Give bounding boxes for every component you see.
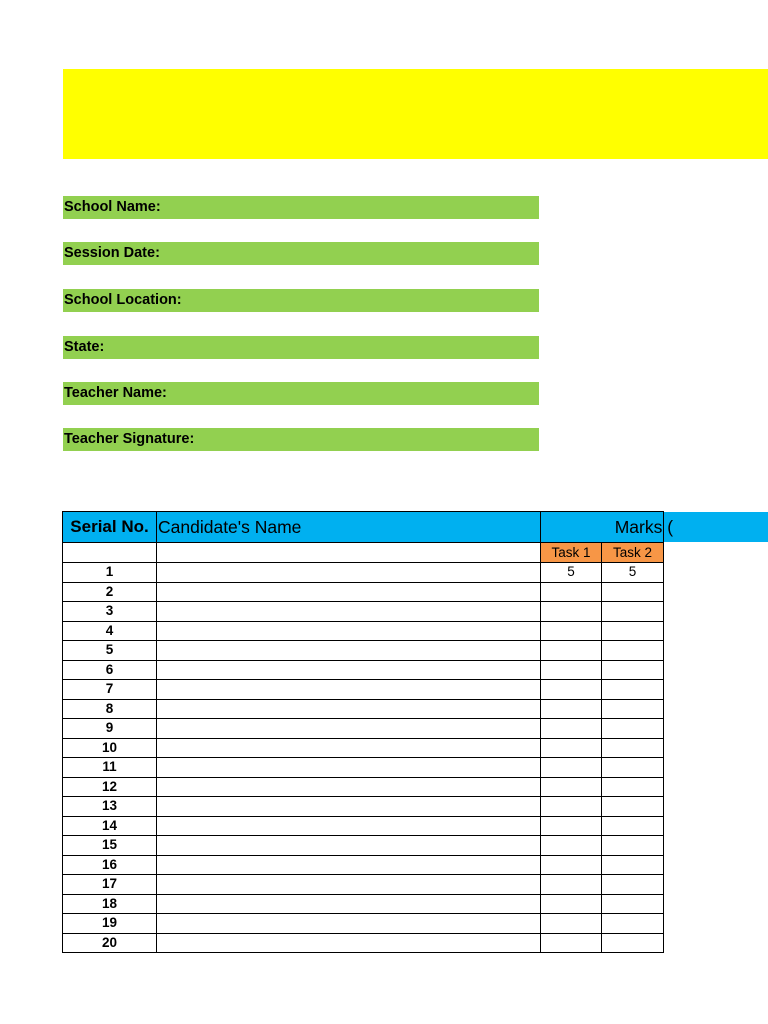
table-row	[63, 680, 664, 700]
title-banner[interactable]	[63, 69, 768, 159]
serial-cell[interactable]: 15	[63, 836, 157, 856]
task2-cell[interactable]: 5	[602, 563, 664, 583]
candidate-name-cell[interactable]	[157, 836, 541, 856]
serial-cell[interactable]: 1	[63, 563, 157, 583]
serial-cell[interactable]: 10	[63, 738, 157, 758]
serial-subheader-cell[interactable]	[63, 543, 157, 563]
table-row	[63, 816, 664, 836]
table-row	[63, 758, 664, 778]
serial-cell[interactable]: 20	[63, 933, 157, 953]
info-field[interactable]: School Location:	[63, 289, 539, 312]
task2-cell[interactable]	[602, 777, 664, 797]
task2-cell[interactable]	[602, 582, 664, 602]
table-row	[63, 914, 664, 934]
candidate-name-cell[interactable]	[157, 933, 541, 953]
marks-header[interactable]	[541, 512, 674, 543]
serial-cell[interactable]: 5	[63, 641, 157, 661]
table-row	[63, 621, 664, 641]
table-row	[63, 797, 664, 817]
table-row	[63, 563, 664, 583]
candidate-name-cell[interactable]	[157, 816, 541, 836]
serial-cell[interactable]: 3	[63, 602, 157, 622]
candidate-name-cell[interactable]	[157, 699, 541, 719]
table-row	[63, 836, 664, 856]
task2-cell[interactable]	[602, 621, 664, 641]
task2-cell[interactable]	[602, 758, 664, 778]
serial-cell[interactable]: 11	[63, 758, 157, 778]
candidate-name-cell[interactable]	[157, 660, 541, 680]
table-row	[63, 660, 664, 680]
task2-cell[interactable]	[602, 660, 664, 680]
table-row	[63, 582, 664, 602]
table-row	[63, 719, 664, 739]
task1-header[interactable]: Task 1	[541, 543, 602, 563]
task1-cell[interactable]	[541, 699, 602, 719]
task1-cell[interactable]	[541, 621, 602, 641]
task1-cell[interactable]	[541, 894, 602, 914]
task1-cell[interactable]	[541, 680, 602, 700]
task2-cell[interactable]	[602, 894, 664, 914]
candidate-name-cell[interactable]	[157, 563, 541, 583]
info-field[interactable]: Teacher Name:	[63, 382, 539, 405]
task1-cell[interactable]	[541, 719, 602, 739]
serial-cell[interactable]: 17	[63, 875, 157, 895]
task2-cell[interactable]	[602, 602, 664, 622]
serial-cell[interactable]: 8	[63, 699, 157, 719]
serial-cell[interactable]: 18	[63, 894, 157, 914]
task1-cell[interactable]	[541, 777, 602, 797]
table-row	[63, 738, 664, 758]
table-row	[63, 933, 664, 953]
task1-cell[interactable]	[541, 758, 602, 778]
candidate-name-cell[interactable]	[157, 758, 541, 778]
candidate-name-header[interactable]: Candidate's Name	[157, 512, 541, 543]
task1-cell[interactable]	[541, 855, 602, 875]
task1-cell[interactable]	[541, 836, 602, 856]
candidate-name-cell[interactable]	[157, 719, 541, 739]
task2-cell[interactable]	[602, 914, 664, 934]
serial-cell[interactable]: 13	[63, 797, 157, 817]
candidate-name-cell[interactable]	[157, 738, 541, 758]
task1-cell[interactable]	[541, 797, 602, 817]
name-subheader-cell[interactable]	[157, 543, 541, 563]
serial-cell[interactable]: 2	[63, 582, 157, 602]
candidate-name-cell[interactable]	[157, 582, 541, 602]
table-row	[63, 641, 664, 661]
task2-cell[interactable]	[602, 836, 664, 856]
serial-cell[interactable]: 12	[63, 777, 157, 797]
candidate-name-cell[interactable]	[157, 641, 541, 661]
task1-cell[interactable]	[541, 582, 602, 602]
serial-cell[interactable]: 7	[63, 680, 157, 700]
task2-cell[interactable]	[602, 933, 664, 953]
info-field[interactable]: Session Date:	[63, 242, 539, 265]
task1-cell[interactable]	[541, 738, 602, 758]
task1-cell[interactable]: 5	[541, 563, 602, 583]
marks-table	[62, 511, 674, 953]
task2-cell[interactable]	[602, 719, 664, 739]
task2-cell[interactable]	[602, 699, 664, 719]
table-row	[63, 875, 664, 895]
table-row	[63, 777, 664, 797]
candidate-name-cell[interactable]	[157, 894, 541, 914]
task1-cell[interactable]	[541, 602, 602, 622]
task2-cell[interactable]	[602, 875, 664, 895]
table-row	[63, 894, 664, 914]
candidate-name-cell[interactable]	[157, 797, 541, 817]
serial-cell[interactable]: 4	[63, 621, 157, 641]
marks-header-text: Marks (	[614, 516, 674, 537]
task2-cell[interactable]	[602, 797, 664, 817]
marks-header-extension	[662, 512, 768, 542]
task1-cell[interactable]	[541, 816, 602, 836]
candidate-name-cell[interactable]	[157, 777, 541, 797]
candidate-name-cell[interactable]	[157, 621, 541, 641]
table-row	[63, 699, 664, 719]
task-header-row	[63, 543, 664, 563]
task2-header[interactable]: Task 2	[602, 543, 664, 563]
candidate-name-cell[interactable]	[157, 875, 541, 895]
task1-cell[interactable]	[541, 875, 602, 895]
task2-cell[interactable]	[602, 816, 664, 836]
task1-cell[interactable]	[541, 933, 602, 953]
task1-cell[interactable]	[541, 641, 602, 661]
table-header-row	[63, 512, 664, 543]
serial-cell[interactable]: 19	[63, 914, 157, 934]
info-field[interactable]: State:	[63, 336, 539, 359]
task2-cell[interactable]	[602, 738, 664, 758]
table-row	[63, 855, 664, 875]
candidate-name-cell[interactable]	[157, 602, 541, 622]
task2-cell[interactable]	[602, 855, 664, 875]
candidate-name-cell[interactable]	[157, 855, 541, 875]
info-field[interactable]: School Name:	[63, 196, 539, 219]
serial-cell[interactable]: 6	[63, 660, 157, 680]
serial-cell[interactable]: 16	[63, 855, 157, 875]
serial-cell[interactable]: 9	[63, 719, 157, 739]
candidate-name-cell[interactable]	[157, 914, 541, 934]
candidate-name-cell[interactable]	[157, 680, 541, 700]
serial-cell[interactable]: 14	[63, 816, 157, 836]
info-field[interactable]: Teacher Signature:	[63, 428, 539, 451]
task1-cell[interactable]	[541, 660, 602, 680]
task2-cell[interactable]	[602, 680, 664, 700]
table-row	[63, 602, 664, 622]
task2-cell[interactable]	[602, 641, 664, 661]
serial-header[interactable]: Serial No.	[63, 512, 157, 543]
task1-cell[interactable]	[541, 914, 602, 934]
